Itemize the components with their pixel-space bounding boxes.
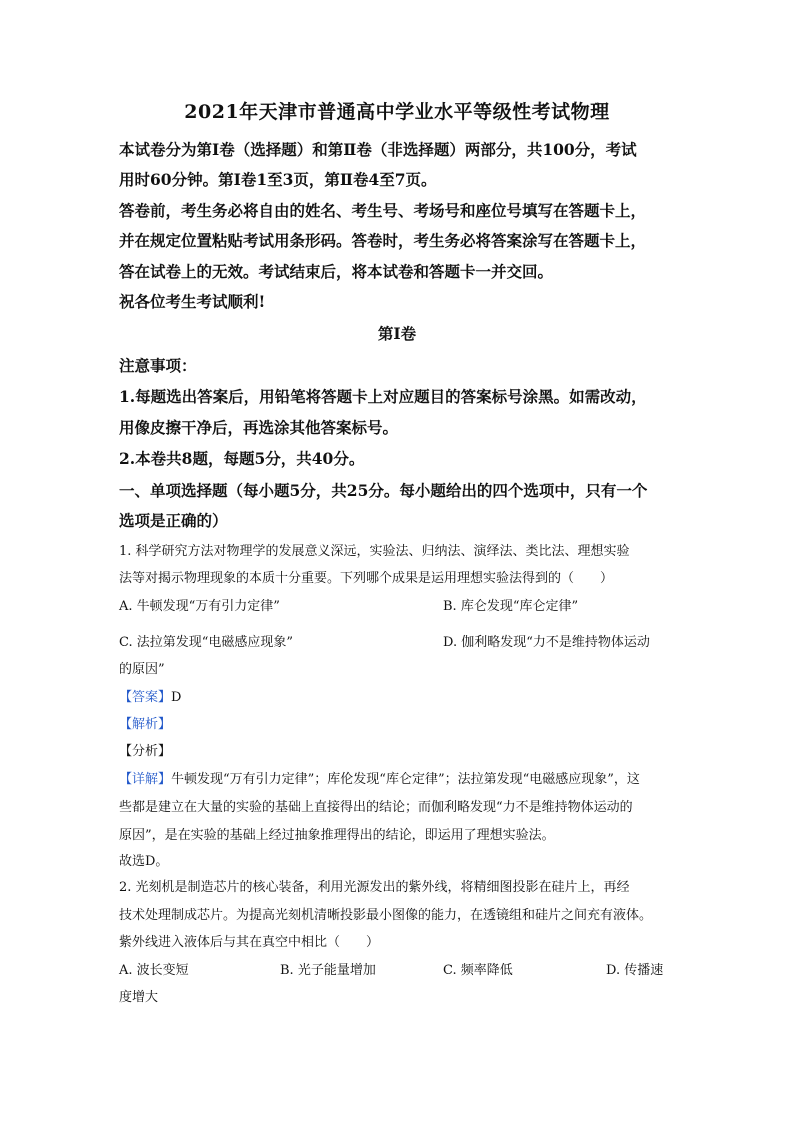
notes-line: 2.本卷共8题，每题5分，共40分。 xyxy=(119,449,365,468)
q1-option-d-cont: 的原因” xyxy=(119,662,165,677)
q2-stem: 2. 光刻机是制造芯片的核心装备，利用光源发出的紫外线，将精细图投影在硅片上，再经 xyxy=(119,880,630,895)
q1-option-c: C. 法拉第发现“电磁感应现象” xyxy=(119,635,294,650)
section-heading: 选项是正确的） xyxy=(119,511,228,530)
answer-tag: 【答案】 xyxy=(119,690,172,705)
q2-option-d-cont: 度增大 xyxy=(119,990,159,1005)
intro-line: 答卷前，考生务必将自由的姓名、考生号、考场号和座位号填写在答题卡上， xyxy=(119,201,647,220)
intro-line: 并在规定位置粘贴考试用条形码。答卷时，考生务必将答案涂写在答题卡上， xyxy=(119,231,647,250)
q1-stem: 法等对揭示物理现象的本质十分重要。下列哪个成果是运用理想实验法得到的（ ） xyxy=(119,571,614,586)
q2-stem: 技术处理制成芯片。为提高光刻机清晰投影最小图像的能力，在透镜组和硅片之间充有液体。 xyxy=(119,908,653,923)
q1-option-a: A. 牛顿发现“万有引力定律” xyxy=(119,599,280,614)
notes-line: 用像皮擦干净后，再选涂其他答案标号。 xyxy=(119,418,399,437)
q2-option-a: A. 波长变短 xyxy=(119,963,189,978)
intro-line: 祝各位考生考试顺利! xyxy=(119,292,266,311)
intro-line: 用时60分钟。第Ⅰ卷1至3页，第Ⅱ卷4至7页。 xyxy=(119,170,437,189)
notes-heading: 注意事项： xyxy=(119,356,197,375)
analysis-tag: 【解析】 xyxy=(119,717,172,732)
q1-detail: 些都是建立在大量的实验的基础上直接得出的结论；而伽利略发现“力不是维持物体运动的 xyxy=(119,800,633,815)
fenxi-tag: 【分析】 xyxy=(119,744,172,759)
section-heading: 一、单项选择题（每小题5分，共25分。每小题给出的四个选项中，只有一个 xyxy=(119,481,648,500)
q2-option-b: B. 光子能量增加 xyxy=(280,963,376,978)
q1-option-d: D. 伽利略发现“力不是维持物体运动 xyxy=(443,635,650,650)
q2-option-d: D. 传播速 xyxy=(606,963,664,978)
q1-detail xyxy=(119,771,640,789)
detail-text: 牛顿发现“万有引力定律”；库伦发现“库仑定律”；法拉第发现“电磁感应现象”，这 xyxy=(171,772,640,787)
q2-option-c: C. 频率降低 xyxy=(443,963,513,978)
q1-option-b: B. 库仑发现“库仑定律” xyxy=(443,599,579,614)
intro-line: 答在试卷上的无效。考试结束后，将本试卷和答题卡一并交回。 xyxy=(119,262,554,281)
answer-value: D xyxy=(171,690,182,705)
q1-detail: 原因”，是在实验的基础上经过抽象推理得出的结论，即运用了理想实验法。 xyxy=(119,828,555,843)
q1-conclusion: 故选D。 xyxy=(119,854,169,869)
q2-stem: 紫外线进入液体后与其在真空中相比（ ） xyxy=(119,935,380,950)
page-title: 2021年天津市普通高中学业水平等级性考试物理 xyxy=(184,101,610,123)
detail-tag: 【详解】 xyxy=(119,772,172,787)
q1-stem: 1. 科学研究方法对物理学的发展意义深远，实验法、归纳法、演绎法、类比法、理想实验 xyxy=(119,544,630,559)
q1-answer xyxy=(119,689,181,707)
notes-line: 1.每题选出答案后，用铅笔将答题卡上对应题目的答案标号涂黑。如需改动， xyxy=(119,387,647,406)
intro-line: 本试卷分为第Ⅰ卷（选择题）和第Ⅱ卷（非选择题）两部分，共100分，考试 xyxy=(119,140,637,159)
part-title: 第Ⅰ卷 xyxy=(377,324,417,343)
